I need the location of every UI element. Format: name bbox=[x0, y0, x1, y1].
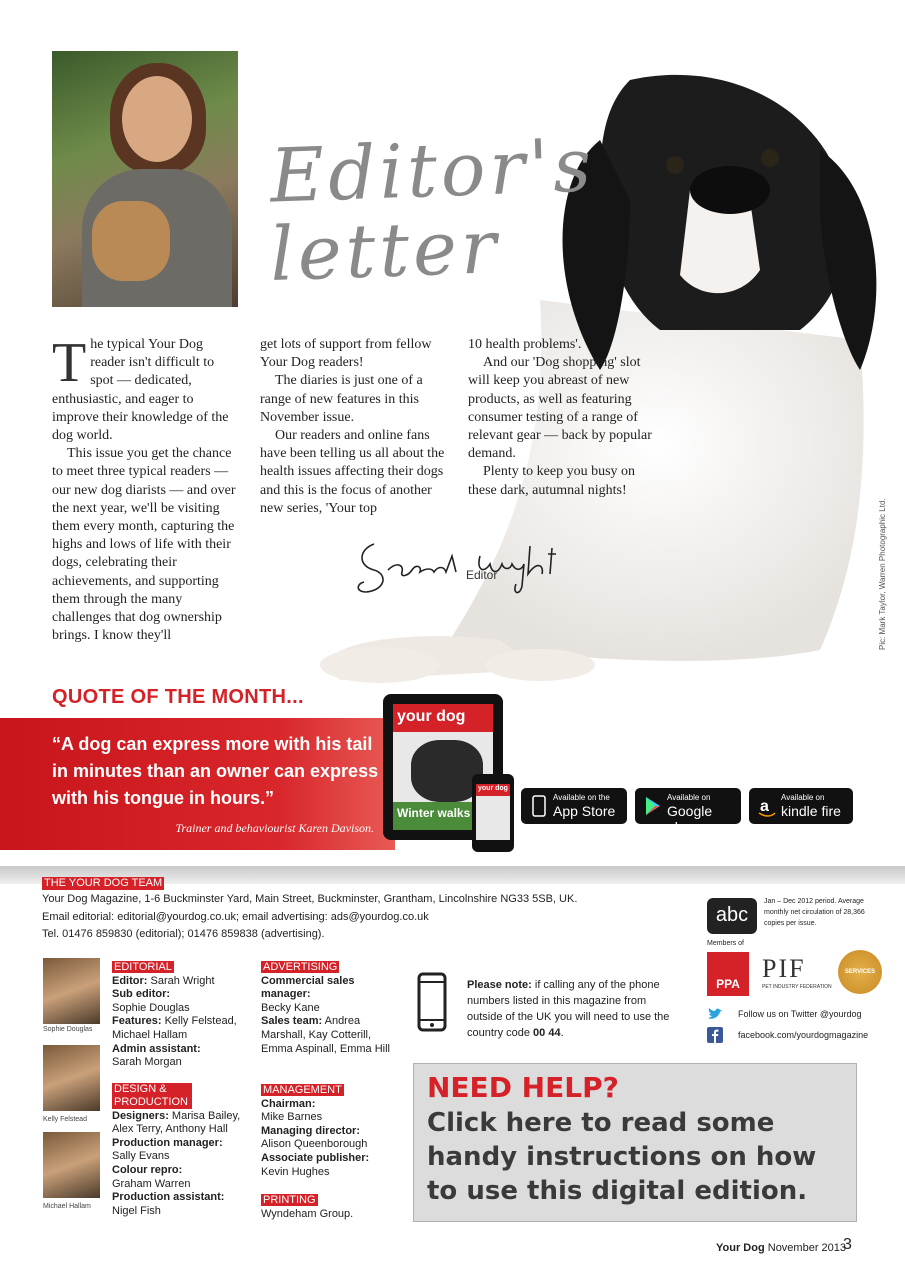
footer-magazine bbox=[716, 1242, 846, 1254]
staff-value: Alison Queenborough bbox=[261, 1138, 368, 1151]
staff-value: Wyndeham Group. bbox=[261, 1207, 354, 1220]
staff-value: Andrea Marshall, Kay Cotterill, Emma Aspinall, Emma Hill bbox=[261, 1015, 390, 1055]
staff-photo-caption: Sophie Douglas bbox=[43, 1026, 93, 1033]
staff-label: Colour repro: bbox=[112, 1163, 183, 1176]
quote-text: “A dog can express more with his tail in minutes than an owner can express with his tongue in hours.” bbox=[52, 734, 379, 808]
twitter-link[interactable] bbox=[707, 1006, 887, 1024]
facebook-icon bbox=[707, 1027, 723, 1043]
photo-credit-text: Pic: Mark Taylor, Warren Photographic Ltd. bbox=[878, 498, 887, 650]
svg-text:a: a bbox=[760, 798, 769, 815]
need-help-title[interactable]: NEED HELP? bbox=[427, 1071, 619, 1104]
editorial-block bbox=[112, 961, 252, 1070]
staff-value: Sarah Morgan bbox=[112, 1056, 182, 1069]
phone-image bbox=[472, 774, 514, 852]
note-end: . bbox=[560, 1027, 564, 1039]
staff-photo bbox=[43, 958, 100, 1024]
tel-line: Tel. 01476 859830 (editorial); 01476 859838 (advertising). bbox=[42, 928, 325, 940]
staff-value: Kevin Hughes bbox=[261, 1165, 330, 1178]
google-play-button[interactable] bbox=[635, 788, 741, 835]
staff-value: Mike Barnes bbox=[261, 1111, 323, 1124]
staff-label: Admin assistant: bbox=[112, 1042, 201, 1055]
staff-label: Sub editor: bbox=[112, 988, 171, 1001]
footer-magazine-name: Your Dog bbox=[716, 1242, 765, 1254]
pif-logo bbox=[762, 954, 840, 994]
title-editors: Editor's bbox=[268, 122, 597, 220]
pif-logo-text: PIF bbox=[762, 954, 806, 983]
staff-label: Features: bbox=[112, 1015, 162, 1028]
twitter-icon bbox=[707, 1006, 723, 1022]
paragraph: Our readers and online fans have been telling us all about the health issues affecting their dogs and this is the focus of another new series, 'Your top bbox=[260, 428, 445, 516]
advertising-heading: ADVERTISING bbox=[263, 961, 338, 973]
need-help-text[interactable]: Click here to read some handy instructions on how to use this digital edition. bbox=[427, 1108, 817, 1206]
app-store-small: Available on the bbox=[553, 793, 610, 802]
printing-block bbox=[261, 1194, 391, 1221]
paragraph: And our 'Dog shopping' slot will keep you abreast of new products, as well as featuring consumer testing of a range of relevant gear — back by popular demand. bbox=[468, 355, 652, 462]
mobile-phone-icon bbox=[417, 972, 447, 1032]
abc-logo: abc bbox=[707, 898, 757, 934]
tablet-cover-line: Winter walks bbox=[397, 806, 471, 820]
signature bbox=[352, 526, 562, 606]
paragraph: he typical Your Dog reader isn't difficult to spot — dedicated, enthusiastic, and eager to improve their knowledge of the dog world. bbox=[52, 337, 229, 444]
footer-issue: November 2013 bbox=[767, 1242, 847, 1254]
editor-photo bbox=[52, 51, 238, 307]
facebook-link[interactable] bbox=[707, 1027, 887, 1045]
kindle-fire-button[interactable] bbox=[749, 788, 853, 824]
app-store-label: App Store bbox=[553, 803, 616, 819]
twitter-text: Follow us on Twitter @yourdog bbox=[738, 1009, 862, 1019]
management-block bbox=[261, 1084, 391, 1179]
google-play-small: Available on bbox=[667, 793, 711, 802]
photo-credit bbox=[878, 500, 892, 650]
kindle-small: Available on bbox=[781, 793, 825, 802]
staff-value: Marisa Bailey, Alex Terry, Anthony Hall bbox=[112, 1109, 241, 1136]
email-line: Email editorial: editorial@yourdog.co.uk; email advertising: ads@yourdog.co.uk bbox=[42, 911, 429, 923]
staff-label: Editor: bbox=[112, 974, 148, 987]
staff-value: Sarah Wright bbox=[150, 974, 215, 987]
paragraph: This issue you get the chance to meet three typical readers — our new dog diarists — and over the next year, we'll be visiting them every month, capturing the highs and lows of life with their dogs, celebrating their achievements, and supporting them through the many challenges that dog ownership brings. I know they'll bbox=[52, 446, 236, 644]
app-store-button[interactable] bbox=[521, 788, 627, 824]
staff-photo-caption: Kelly Felstead bbox=[43, 1116, 87, 1123]
staff-label: Sales team: bbox=[261, 1015, 323, 1028]
staff-photo bbox=[43, 1132, 100, 1198]
staff-photo bbox=[43, 1045, 100, 1111]
staff-value: Sally Evans bbox=[112, 1150, 170, 1163]
amazon-icon bbox=[757, 795, 777, 817]
design-heading: DESIGN & PRODUCTION bbox=[112, 1083, 192, 1109]
note-text: if calling any of the phone numbers listed in this magazine from outside of the UK you will need to use the country code bbox=[467, 979, 670, 1039]
google-play-label: Google play bbox=[667, 803, 713, 835]
staff-label: Production assistant: bbox=[112, 1191, 225, 1204]
staff-label: Managing director: bbox=[261, 1124, 361, 1137]
advertising-block bbox=[261, 961, 391, 1056]
management-heading: MANAGEMENT bbox=[263, 1084, 342, 1096]
kindle-label: kindle fire bbox=[781, 803, 841, 819]
ppa-logo: PPA bbox=[707, 952, 749, 996]
letter-column-1 bbox=[52, 332, 240, 645]
paragraph: The diaries is just one of a range of new features in this November issue. bbox=[260, 373, 423, 425]
staff-label: Commercial sales manager: bbox=[261, 974, 355, 1001]
paragraph: 10 health problems'. bbox=[468, 337, 582, 352]
printing-heading: PRINTING bbox=[263, 1194, 316, 1206]
staff-value: Kelly Felstead, Michael Hallam bbox=[112, 1015, 237, 1041]
tablet-masthead: your dog bbox=[397, 708, 466, 725]
team-heading: THE YOUR DOG TEAM bbox=[44, 877, 163, 889]
note-bold: Please note: bbox=[467, 979, 532, 991]
google-play-icon bbox=[643, 795, 663, 817]
drop-cap: T bbox=[52, 332, 87, 394]
staff-value: Nigel Fish bbox=[112, 1204, 161, 1217]
paragraph: get lots of support from fellow Your Dog readers! bbox=[260, 337, 432, 371]
phone-icon bbox=[529, 795, 549, 817]
paragraph: Plenty to keep you busy on these dark, autumnal nights! bbox=[468, 464, 636, 498]
design-block bbox=[112, 1083, 252, 1218]
note-code: 00 44 bbox=[533, 1027, 561, 1039]
quote-heading: QUOTE OF THE MONTH... bbox=[52, 686, 304, 708]
staff-label: Chairman: bbox=[261, 1097, 316, 1110]
phone-note bbox=[467, 977, 672, 1041]
staff-value: Sophie Douglas bbox=[112, 1001, 190, 1014]
title-letter: letter bbox=[268, 204, 502, 298]
services-badge-logo: SERVICES bbox=[838, 950, 882, 994]
page-number: 3 bbox=[843, 1236, 852, 1253]
letter-column-3 bbox=[468, 336, 656, 500]
editor-label: Editor bbox=[466, 568, 498, 582]
pif-logo-subtext: PET INDUSTRY FEDERATION bbox=[762, 984, 832, 990]
staff-label: Production manager: bbox=[112, 1136, 223, 1149]
staff-photo-caption: Michael Hallam bbox=[43, 1203, 91, 1210]
abc-circulation-text: Jan – Dec 2012 period. Average monthly net circulation of 28,366 copies per issue. bbox=[764, 898, 865, 927]
letter-column-2 bbox=[260, 336, 448, 518]
editorial-heading: EDITORIAL bbox=[114, 961, 172, 973]
staff-label: Associate publisher: bbox=[261, 1151, 370, 1164]
quote-attribution: Trainer and behaviourist Karen Davison. bbox=[175, 821, 374, 835]
members-of-label: Members of bbox=[707, 940, 744, 947]
staff-label: Designers: bbox=[112, 1109, 169, 1122]
facebook-text: facebook.com/yourdogmagazine bbox=[738, 1030, 869, 1040]
phone-masthead: your dog bbox=[478, 785, 508, 792]
staff-value: Becky Kane bbox=[261, 1001, 320, 1014]
address: Your Dog Magazine, 1-6 Buckminster Yard, Main Street, Buckminster, Grantham, Lincolnshire NG33 5SB, UK. bbox=[42, 893, 578, 905]
staff-value: Graham Warren bbox=[112, 1177, 191, 1190]
